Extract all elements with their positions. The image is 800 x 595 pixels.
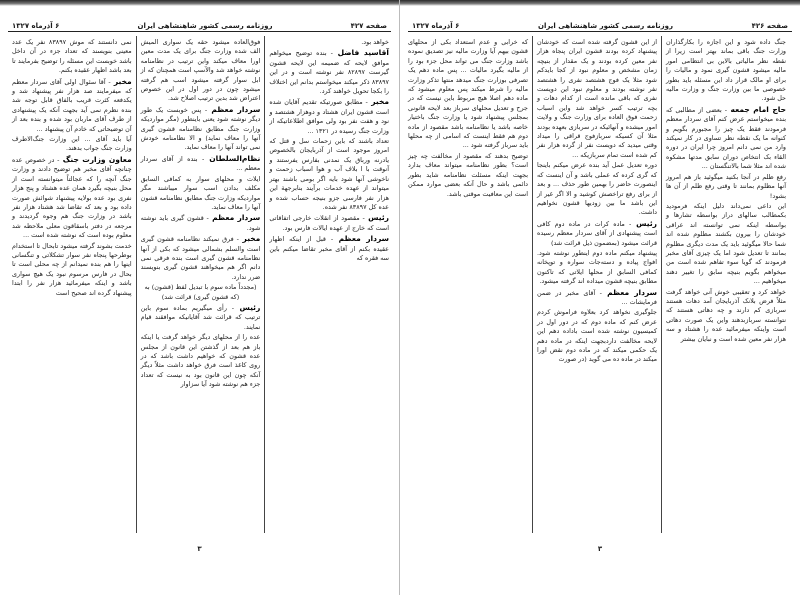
body-paragraph: این داعی نمی‌داند دلیل اینکه فرمودید بکمطالب سالهای دراز بواسطه تشارها و بواسطه اینکه نمی توانسته اند عراقی خودشان را بیرون بکشند مظلوم شده اند شما حالا میگوئید باید یک مدت دیگری مظلوم بمانند تا تعدیل شود اما یک چیزی آقای مخبر فرمودند که گویا سوء تفاهم شده است من میخواهم بگویم بنیچه سابق را تغییر دهند میخواهیم ... <box>666 201 786 286</box>
speech-paragraph <box>269 213 389 233</box>
column <box>8 36 137 533</box>
column-container <box>8 36 393 533</box>
body-paragraph: رفع ظلم در آنجا بکنید میگوئید باز هم امروز آنها مظلوم بمانند تا وقتی رفع ظلم از آن ها بشود! <box>666 172 786 200</box>
issue-date: ۶ آذرماه ۱۳۲۷ <box>412 22 460 30</box>
body-paragraph: ایلات و محلهای سوار به کمافی السابق مکلف بدادن اسب سوار میباشند مگر مواردیکه وزارت جنگ مطابق نظامنامه قشون آنها را معاف نماید. <box>140 174 261 211</box>
body-paragraph: فوق‌العاده میشود حقه یک سواری المیش الف شده وزارت جنگ برای یک مدت معین اورا معاف میکند واین ترتیب در نظامنامه نوشته خواهد شد والآسپ است همچنان که از ابل سوار گرفته میشود اسب هم گرفته میشود چون در دور اول در این خصوص اعتراض شد بدین ترتیب اصلاح شد. <box>140 38 261 103</box>
speech-text: - آقا سئوال اولی آقای سردار معظم که میفرمایند صد هزار نفر پیشنهاد شد و یکدفعه کثرت قریب بالفاق قابل توجه شد بنده نظرم نمی آید بجهت آنکه یک پیشنهادی از طرف آقای ماربان بود شده و بنده بعد از آن توضیحاتی که خادم آن پیشنهاد ... <box>11 77 132 133</box>
body-paragraph: جنگ داده شود و این اجازه را بکارگذاران وزارت جنگ باقی بماند بهتر است زیرا از نقطه نظر مالیاتی بالاین بی انتظامی امور مالیه میشود قشون گیری نمود و مالیات را برای او مالک قرار داد این مسئله باید بطور خصوصی ما بین وزارت جنگ و وزارت مالیه حل شود. <box>666 38 786 103</box>
column <box>265 36 393 533</box>
speech-text: - بعضی از مطالبی که بنده میخواستم عرض کنم آقای سردار معظم فرمودند فقط یک چیز را مجبورم بگویم و کنوانه ما یک نقطه نظر تساوی در کار نمیکند وارد من نمی دانم امروز چرا ایران در دوره القاء بک انتخاص دوران سابق مدتها مشکوه شده اند مثلا شما بالاتنگستان ... <box>666 105 786 171</box>
speaker-name: سردار معظم <box>602 287 657 297</box>
column-container <box>404 36 790 533</box>
body-paragraph: جلوگیری نخواهد کرد بعلاوه فراموش کردم عرض کنم که ماده دوم که در دور اول در کمیسیون نوشته شده است باداده دهم این لایحه مخالفت داردبجهت اینکه در ماده دهم یک حکمی میکند که در ماده دوم نقض اورا میکند در ماده ده می گوید (در صورت <box>537 308 657 364</box>
page-footer-number: ۳ <box>197 545 202 553</box>
column <box>662 36 790 533</box>
speech-paragraph <box>12 155 132 241</box>
speech-paragraph <box>141 213 261 233</box>
speaker-name: مخبر <box>238 234 261 244</box>
column <box>404 36 533 533</box>
page-header <box>8 18 391 32</box>
speaker-name: سردار معظم <box>333 234 389 244</box>
body-paragraph: تعداد باشند که باین زحمات سل و قتل که امروز موجود است از آذربایجان بالخصوص یادرنه ورباق یک نمدنی بفارس یفرستند و آنوقت با ا بلاف آب و هوا اسباب زحمت و ناخوشی آنها شود بایه اگر بومی باشند بهتر میتواند از عهده خدمات برآیند بنابرجهة این هزار نفر فارسی جزو بنیجه حساب شده و عده کل ۸۳۸۹۷ نفر شده. <box>269 137 389 211</box>
speaker-name: معاون وزارت جنگ <box>59 154 132 164</box>
publication-title: روزنامه رسمی کشور شاهنشاهی ایران <box>538 22 673 30</box>
page-header <box>408 18 792 32</box>
speech-paragraph <box>269 48 389 96</box>
body-paragraph: عده را از محلهای دیگر خواهد گرفت یا اینکه باز هم بعد از گذشتن این قانون از مجلس عده قشون که خواهیم داشت باشد که در روی کاغذ است فرق خواهد داشت مثلاً دیگر آنکه چون این قانون بود به نیست که تعداد جزء هم نوشته شود آیا سزاوار <box>140 333 261 389</box>
speaker-name: سردار معظم <box>207 104 261 114</box>
speech-paragraph <box>537 288 657 308</box>
speech-text: - بنده از آقای سردار معظم ... <box>140 154 261 173</box>
speaker-name: حاج امام جمعه <box>727 104 786 114</box>
speech-text: - مقصود از انقلات خارجی اتفاقاتی است که خارج از عهده ایالات فارس بود. <box>269 214 389 232</box>
column <box>533 36 662 533</box>
speech-paragraph <box>269 97 389 136</box>
speech-text: - آقای مخبر در ضمن فرمایشات ... <box>537 288 657 306</box>
body-paragraph: نمی دانستند که موش ۸۳۸۹۷ نفر یک عدد معینی بنویسند که تعداد جزء در آن داخل باشد خوبست این مسئله را توضیح بفرمایند تا بعد باشد اظهار عقیده بکنم. <box>11 38 132 75</box>
speaker-name: مخبر <box>110 76 132 86</box>
body-paragraph: خواهد کرد و تعقیبی خوش آنی خواهد گرفت مثلاً فرض بلانک آذربایجان آمد دهات هستند سربازی کم دارند و چه دهاتی هستند که نتوانسته سربازبدهند واین یک صورت دهاتی است واینکه میفرمائید عده را هشتاد و سه هزار نفر معین شده است و نبایان بیشتر <box>666 287 786 343</box>
speaker-name: رئیس <box>364 213 389 223</box>
speech-text: - قبل از اینکه اظهار عقیده بکنم از آقای مخبر تقاضا میکنم باین سه فقره که <box>269 235 389 262</box>
speech-paragraph <box>12 77 132 134</box>
body-paragraph: توضیح بدهند که مقصود از مخالفت چه چیز است؟ بطور نظامنامه میتواند معاف بدارد بجهت اینکه مسئلت نظامنامه شاید بطور دائمی باشد و حال آنکه بعضی موارد ممکن است این معافیت موقتی باشد. <box>408 151 528 198</box>
speech-paragraph <box>141 234 261 282</box>
speaker-name: نظام‌السلطان <box>204 153 261 163</box>
body-paragraph: خدمت بشوند گرفته میشود تابحال تا استخدام بوطرحها پنجاه نفر سوار تشکلاتی و تنگسانی اینها را هم بنده نمیدانم از چه محلی است تا بحال در فارس مرسوم نبود یک هیچ سواری باشد و اینکه میفرمائید هزار نفر را ابتدا پیشنهاد گرده اند صحیح است <box>11 241 132 297</box>
speech-paragraph <box>537 219 657 248</box>
speaker-name: آقاسید فاضل <box>332 48 389 58</box>
speech-paragraph <box>141 154 261 174</box>
publication-title: روزنامه رسمی کشور شاهنشاهی ایران <box>137 22 273 30</box>
speaker-name: مخبر <box>367 97 389 107</box>
speech-paragraph <box>141 303 261 332</box>
body-paragraph: که خرابی و عدم استعداد بکی از محلهای قشون بیهم آیا وزارت مالیه نیز تصدیق نموده باشد وزارت جنگ می تواند محل جزء بود را از مالیه بگیرد مالیات ... پس ماده دهم یک تصرفی بوزارت جنگ میدهد منتها تذکر وزارت مالیه را شرط میکند پس معلوم میشود که ماده دهم اصلا هیچ مربوط باین نیست که در جرح و تعدیل محلهای سرباز بعد لایحه قانونی بمجلس پیشنهاد شود یا وزارت جنگ باختیار خاصه باشد یا نظامنامه باشد مقصود از ماده دوم هم فقط اینست که اسامی از چه محلها باید سرباز گرفته شود ... <box>408 38 528 150</box>
speech-text: - پس خوبست یک طور دیگر نوشته شود یعنی باینطور (مگر مواردیکه وزارت جنگ مطابق نظامنامه قشون گیری آنها را معاف نماید) و الا نظامنامه خودش نمی تواند آنها را معاف نماید. <box>140 105 261 152</box>
speech-paragraph <box>141 105 261 153</box>
body-paragraph: آیا باید آقای ... این وزارت جنگ‌الاطرف وزارت جنگ جواب بدهند. <box>11 135 132 153</box>
speaker-name: رئیس <box>234 302 261 312</box>
body-paragraph: خواهد بود. <box>361 38 389 46</box>
speech-text: - رأی میگیریم بماده سوم باین ترتیب که قرائت شد آقایانیکه موافقند قیام نمایند. <box>140 303 261 331</box>
speaker-name: سردار معظم <box>208 213 261 223</box>
speech-text: - بنده توضیح میخواهم موافق لایحه که ضمیمه این لایحه قشون گیرست ۸۲۸۹۷ نفر نوشته است و در این ۸۳۸۹۷ ذکر میکند میخواستم بدانم این اختلاف را بکجا تحویل خواهند کرد. <box>269 49 389 96</box>
speech-text: - ماده کرات در ماده دوم کافی است پیشنهادی از آقای سردار معظم رسیده قرائت میشود (بمضمون ذیل قرائت شد) <box>537 219 657 247</box>
issue-date: ۶ آذرماه ۱۳۲۷ <box>12 22 60 30</box>
page-footer-number: ۳ <box>597 545 603 553</box>
speech-text: - در خصوص عده چنانچه آقای مخبر هم توضیح دادند و وزارت جنگ آنچه را که عجالتاً میتوانسته است از محل بنیچه بگیرد همان عده هشتاد و پنج هزار نفری بود عده بولایه پیشنهاد شوائش صورت داده بود و بعد که تقاضا شد هشتاد هزار نفر باشد در وزارت جنگ هم وجوه گردیدند و مرجعه در دفتر باسقاقون معلی ملاحظه شد معلوم بوده است که نوشته شده است ... <box>11 155 132 240</box>
speech-text: - قشون گیری باید نوشته شود. <box>140 214 261 232</box>
body-paragraph: از این قشون گرفته شده است که خودشان پیشنهاد کرده بودند قشون ایران پنجاه هزار نفر معین کرده بودند و یک مقدار از بنیچه زمان مشخص و معلوم نبود از کجا بایدکم شود مثلا یک فوج هشتصد نفری را هشتصد نفر نوشته بودند و معلوم نبود این دویست نفری که باقی مانده است از کدام دهات و بچه ترتیب کسر خواهد شد واین اسباب زحمت فوق العاده برای وزارت جنگ و ولایت امور میشده و آنهائیکه در سربازی بعهده بودند مثلا آن کسیکه سربازفوج قراقی را میداد وقتی میدید که دویست نفر از گرده هزار نفر کم شده است تمام سربازیکه ... <box>537 38 657 159</box>
speech-paragraph <box>666 105 786 172</box>
page-label: صفحه ۴۲۷ <box>350 22 387 30</box>
column <box>137 36 266 533</box>
centered-note: (مجدداً ماده سوم با تبدیل لفظ (قشون) به (که قشون گیری) قرائت شد) <box>144 283 257 301</box>
speaker-name: رئیس <box>631 218 657 228</box>
body-paragraph: دوره تعدیل عمل آید بنده عرض میکنم باینجا که گری کرده که عملی باشد و آن اینست که اینصورت حاضر را بهمین طور حذف ... و بعد از برای رفع تراخصش کوشید و الا اگر غیر از این باشد ما بین زودیها قشون نخواهیم داشت. <box>537 161 657 217</box>
speech-text: - فرق نمیکند نظامنامه قشون گیری است والسلم بشمالی میشود که بکی از آنها نظامنامه قشون گیری است بنده فرقی نمی دانم اگر هم میخواهند قشون گیری بنویسند ضرر ندارد. <box>140 235 261 281</box>
speech-text: - مطابق صورتیکه تقدیم آقایان شده است قشون ایران هشتاد و دوهزار هشتصد و نود و هفت نفر بود ولی موافق اطلاعاتیکه از وزارت جنگ رسیده در ۱۳۲۱ ... <box>269 98 389 135</box>
speech-paragraph <box>269 234 389 263</box>
page-426 <box>400 0 800 595</box>
body-paragraph: پیشنهاد میکنم ماده دوم اینطور نوشته شود. افواج پیاده و دسته‌جات سواره و توپخانه کمافی السابق از محلها ایلاتی که تاکنون مطابق بنیچه قشون میداده اند گرفته میشود. <box>537 248 657 286</box>
page-label: صفحه ۴۲۶ <box>751 22 788 30</box>
